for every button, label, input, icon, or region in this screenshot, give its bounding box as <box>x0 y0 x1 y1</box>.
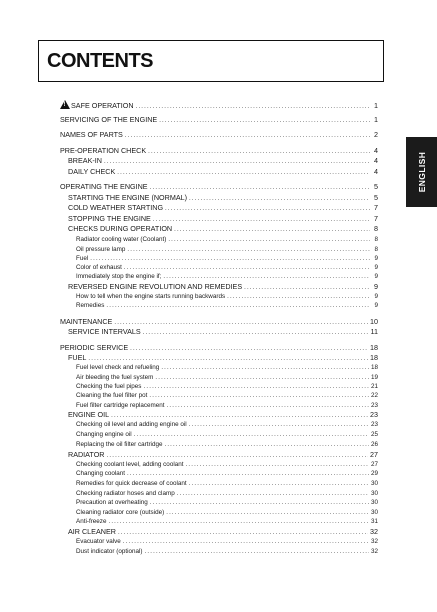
toc-entry-label: SERVICE INTERVALS <box>68 327 141 336</box>
toc-entry-page-number: 25 <box>370 431 378 438</box>
toc-entry-page-number: 19 <box>370 374 378 381</box>
toc-entry-page-number: 9 <box>374 282 378 291</box>
toc-entry-page-number: 30 <box>370 490 378 497</box>
toc-entry-label: Cleaning radiator core (outside) <box>76 509 165 516</box>
toc-entry-page-number: 5 <box>374 193 378 202</box>
toc-entry[interactable] <box>76 517 378 527</box>
toc-entry-label: Checking coolant level, adding coolant <box>76 461 184 468</box>
toc-entry-label: ENGINE OIL <box>68 410 110 419</box>
toc-entry[interactable] <box>68 353 378 363</box>
page-title: CONTENTS <box>47 50 153 72</box>
toc-entry-page-number: 30 <box>370 499 378 506</box>
toc-entry-label: Anti-freeze <box>76 518 107 525</box>
toc-entry-label: STOPPING THE ENGINE <box>68 214 151 223</box>
toc-entry-label: Replacing the oil filter cartridge <box>76 441 163 448</box>
toc-entry-page-number: 23 <box>370 410 378 419</box>
toc-entry-label: Immediately stop the engine if; <box>76 273 162 280</box>
toc-entry-label: Remedies for quick decrease of coolant <box>76 480 187 487</box>
toc-entry-label: AIR CLEANER <box>68 527 116 536</box>
toc-entry[interactable] <box>60 130 378 140</box>
dot-leader <box>165 204 370 214</box>
dot-leader <box>127 469 369 479</box>
dot-leader <box>189 479 369 489</box>
toc-entry-label: COLD WEATHER STARTING <box>68 203 164 212</box>
toc-entry-page-number: 29 <box>370 470 378 477</box>
toc-entry[interactable] <box>76 301 378 311</box>
dot-leader <box>161 363 369 373</box>
toc-entry-label: MAINTENANCE <box>60 317 113 326</box>
toc-entry[interactable] <box>68 327 378 337</box>
toc-entry-page-number: 18 <box>370 353 378 362</box>
toc-entry[interactable] <box>76 420 378 430</box>
toc-entry[interactable] <box>76 537 378 547</box>
toc-entry-page-number: 8 <box>374 246 378 253</box>
toc-entry-label: REVERSED ENGINE REVOLUTION AND REMEDIES <box>68 282 243 291</box>
toc-entry[interactable] <box>60 182 378 192</box>
toc-entry[interactable] <box>76 547 378 557</box>
dot-leader <box>150 498 369 508</box>
toc-entry-page-number: 4 <box>374 146 378 155</box>
dot-leader <box>145 547 369 557</box>
toc-entry-page-number: 7 <box>374 214 378 223</box>
toc-entry-label: PERIODIC SERVICE <box>60 343 129 352</box>
toc-entry-label: STARTING THE ENGINE (NORMAL) <box>68 193 188 202</box>
toc-entry-label: Fuel filter cartridge replacement <box>76 402 165 409</box>
toc-entry-page-number: 31 <box>370 518 378 525</box>
dot-leader <box>125 131 370 141</box>
dot-leader <box>134 430 369 440</box>
toc-entry[interactable] <box>68 450 378 460</box>
toc-entry-label: Radiator cooling water (Coolant) <box>76 236 167 243</box>
toc-entry-page-number: 9 <box>374 264 378 271</box>
toc-entry-page-number: 18 <box>370 343 378 352</box>
toc-entry-label: BREAK-IN <box>68 156 102 165</box>
toc-entry-page-number: 22 <box>370 392 378 399</box>
toc-entry-label: Changing engine oil <box>76 431 132 438</box>
toc-entry-label: SERVICING OF THE ENGINE <box>60 115 158 124</box>
toc-entry-label: Cleaning the fuel filter pot <box>76 392 148 399</box>
toc-entry-label: NAMES OF PARTS <box>60 130 123 139</box>
toc-entry-label: RADIATOR <box>68 450 105 459</box>
toc-entry-page-number: 27 <box>370 461 378 468</box>
dot-leader <box>106 301 370 311</box>
toc-entry-page-number: 30 <box>370 509 378 516</box>
dot-leader <box>163 272 370 282</box>
toc-entry-page-number: 5 <box>374 182 378 191</box>
toc-entry-page-number: 10 <box>370 317 378 326</box>
toc-entry-label: Air bleeding the fuel system <box>76 374 154 381</box>
toc-entry[interactable] <box>76 469 378 479</box>
toc-entry[interactable] <box>76 272 378 282</box>
toc-entry[interactable] <box>68 193 378 203</box>
toc-entry-label: CHECKS DURING OPERATION <box>68 224 173 233</box>
toc-entry[interactable] <box>60 146 378 156</box>
toc-entry-page-number: 27 <box>370 450 378 459</box>
toc-entry-page-number: 23 <box>370 402 378 409</box>
dot-leader <box>168 235 370 245</box>
toc-entry[interactable] <box>76 498 378 508</box>
toc-entry-page-number: 8 <box>374 236 378 243</box>
toc-entry[interactable] <box>60 317 378 327</box>
toc-entry-page-number: 32 <box>370 548 378 555</box>
toc-entry-label: Checking the fuel pipes <box>76 383 142 390</box>
dot-leader <box>108 517 369 527</box>
language-tab-label: ENGLISH <box>416 151 427 193</box>
toc-entry-page-number: 21 <box>370 383 378 390</box>
toc-entry-page-number: 4 <box>374 156 378 165</box>
toc-entry-label: Fuel level check and refueling <box>76 364 160 371</box>
toc-entry-page-number: 1 <box>374 101 378 110</box>
toc-entry[interactable] <box>68 203 378 213</box>
toc-entry-label: Changing coolant <box>76 470 126 477</box>
toc-entry-page-number: 4 <box>374 167 378 176</box>
toc-entry-page-number: 9 <box>374 273 378 280</box>
toc-entry-page-number: 8 <box>374 224 378 233</box>
dot-leader <box>164 440 369 450</box>
toc-entry-label: DAILY CHECK <box>68 167 116 176</box>
toc-entry[interactable] <box>68 527 378 537</box>
toc-entry-page-number: 18 <box>370 364 378 371</box>
toc-entry[interactable] <box>68 214 378 224</box>
toc-entry-page-number: 30 <box>370 480 378 487</box>
toc-entry[interactable] <box>60 115 378 125</box>
toc-entry-page-number: 32 <box>370 538 378 545</box>
toc-entry-label: Remedies <box>76 302 105 309</box>
toc-entry[interactable] <box>76 479 378 489</box>
toc-entry-page-number: 2 <box>374 130 378 139</box>
dot-leader <box>189 420 369 430</box>
toc-entry-label: FUEL <box>68 353 87 362</box>
toc-entry[interactable] <box>68 224 378 234</box>
toc-entry-label: How to tell when the engine starts running backwards <box>76 293 226 300</box>
toc-entry[interactable] <box>60 343 378 353</box>
toc-entry-page-number: 1 <box>374 115 378 124</box>
toc-entry-label: Oil pressure lamp <box>76 246 126 253</box>
toc-entry-page-number: 9 <box>374 255 378 262</box>
toc-entry[interactable] <box>68 282 378 292</box>
toc-entry-page-number: 32 <box>370 527 378 536</box>
toc-entry-page-number: 11 <box>370 327 378 336</box>
toc-entry[interactable] <box>76 440 378 450</box>
toc-entry-label: Fuel <box>76 255 89 262</box>
toc-entry-label: Precaution at overheating <box>76 499 148 506</box>
dot-leader <box>136 102 370 112</box>
toc-entry-label: Dust indicator (optional) <box>76 548 143 555</box>
toc-entry[interactable] <box>76 363 378 373</box>
toc-entry[interactable] <box>68 156 378 166</box>
dot-leader <box>143 328 369 338</box>
toc-entry[interactable] <box>76 430 378 440</box>
toc-entry-label: OPERATING THE ENGINE <box>60 182 148 191</box>
toc-entry-label: Color of exhaust <box>76 264 122 271</box>
dot-leader <box>104 157 370 167</box>
dot-leader <box>174 225 370 235</box>
dot-leader <box>149 391 369 401</box>
toc-entry-page-number: 7 <box>374 203 378 212</box>
dot-leader <box>150 183 370 193</box>
toc-entry-page-number: 23 <box>370 421 378 428</box>
toc-entry[interactable] <box>68 410 378 420</box>
dot-leader <box>117 168 370 178</box>
toc-entry-label: PRE-OPERATION CHECK <box>60 146 147 155</box>
toc-entry-label: Checking radiator hoses and clamp <box>76 490 175 497</box>
toc-entry[interactable] <box>76 235 378 245</box>
toc-entry-page-number: 26 <box>370 441 378 448</box>
toc-entry[interactable] <box>76 391 378 401</box>
dot-leader <box>159 116 370 126</box>
toc-entry[interactable] <box>68 167 378 177</box>
toc-entry-page-number: 9 <box>374 302 378 309</box>
dot-leader <box>123 537 369 547</box>
toc-entry[interactable] <box>60 99 378 109</box>
toc-entry-label: SAFE OPERATION <box>71 101 134 110</box>
toc-entry-label: Checking oil level and adding engine oil <box>76 421 187 428</box>
warning-triangle-icon <box>60 100 70 109</box>
toc-entry-page-number: 9 <box>374 293 378 300</box>
toc-entry-label: Evacuator valve <box>76 538 121 545</box>
